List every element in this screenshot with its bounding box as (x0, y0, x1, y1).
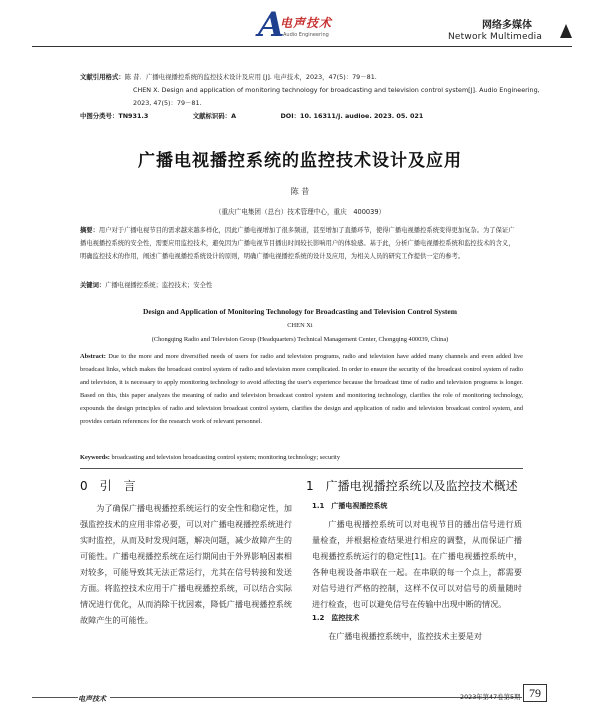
subsection-heading-1-2: 1.2 监控技术 (312, 614, 360, 622)
abstract-en (80, 350, 523, 428)
keywords-cn (80, 279, 520, 292)
intro-paragraph: 为了确保广播电视播控系统运行的安全性和稳定性，加强监控技术的应用非常必要，可以对广播电视播控系统进行实时监控，从而及时发现问题，解决问题，减少故障产生的可能性。广播电视播控系统在运行期间由于外界影响因素相对较多，可能导致其无法正常运行，尤其在信号转接和发送方面。将监控技术应用于广播电视播控系统，可以结合实际情况进行优化，从而消除干扰因素，降低广播电视播控系统故障产生的可能性。 (80, 503, 292, 625)
citation-label: 文献引用格式： (80, 73, 125, 81)
keywords-label-cn: 关键词： (80, 282, 106, 289)
journal-logo-mark: A (258, 5, 285, 45)
section-heading-1: 1 广播电视播控系统以及监控技术概述 (306, 479, 518, 493)
footer-issue: 2023年第47卷第5期 (460, 693, 521, 701)
citation-line-1 (80, 71, 377, 84)
abstract-label-cn: 摘要： (80, 227, 99, 234)
affiliation-en: (Chongqing Radio and Television Group (Headquarters) Technical Management Center, Chongqing 400039, China) (151, 336, 449, 343)
paragraph-1-1: 广播电视播控系统可以对电视节目的播出信号进行质量检查，并根据检查结果进行相应的调整，从而保证广播电视播控系统运行的稳定性[1]。在广播电视播控系统中，各种电视设备串联在一起。在串联的每一个点上，都需要对信号进行严格的控制，这样不仅可以对信号的质量随时进行检查，也可以避免信号在传输中出现中断的情况。 (312, 519, 522, 609)
abstract-text-cn: 用户对于广播电视节目的需求越来越多样化，因此广播电视增加了很多频道，甚至增加了直播环节，使得广播电视播控系统变得更加复杂。为了保证广播电视播控系统的安全性，需要应用监控技术，避免因为广播电视节目播出时间较长影响用户的体验感。基于此，分析广播电视播控系统和监控技术的含义，明确监控技术的作用，阐述广播电视播控系统设计的原则，明确广播电视播控系统的设计及应用，为相关人员的研究工作提供一定的参考。 (80, 227, 515, 260)
citation-line-3: 2023, 47(5)：79－81. (133, 99, 202, 107)
subsection-heading-1-1: 1.1 广播电视播控系统 (312, 502, 388, 510)
section-heading-intro: 0 引 言 (80, 479, 136, 493)
author-en: CHEN Xi (287, 322, 313, 329)
footer-journal-name: 电声技术 (78, 694, 110, 704)
keywords-en (80, 451, 523, 464)
keywords-text-en: broadcasting and television broadcasting control system; monitoring technology; security (111, 454, 341, 461)
journal-logo-text: 电声技术 (280, 16, 333, 30)
keywords-label-en: Keywords: (80, 454, 110, 461)
classification-row (80, 110, 423, 123)
section-name-en: Network Multimedia (448, 32, 543, 42)
paragraph-1-2: 在广播电视播控系统中，监控技术主要是对 (328, 631, 482, 641)
class-value: TN931.3 (118, 112, 149, 120)
page-number: 79 (523, 684, 547, 702)
section-triangle-icon (560, 24, 572, 38)
class-label: 中图分类号： (80, 112, 119, 120)
abstract-cn (80, 224, 520, 263)
citation-text-cn: 陈 昔．广播电视播控系统的监控技术设计及应用 [J]. 电声技术，2023，47(5)：79－81. (124, 73, 377, 81)
doc-code-value: A (231, 112, 237, 120)
keywords-text-cn: 广播电视播控系统；监控技术；安全性 (105, 282, 213, 289)
affiliation-cn: （重庆广电集团（总台）技术管理中心，重庆 400039） (214, 208, 386, 216)
paper-title-cn: 广播电视播控系统的监控技术设计及应用 (138, 151, 462, 171)
doi-label: DOI： (280, 112, 301, 120)
doc-code-label: 文献标识码： (192, 112, 232, 120)
author-cn: 陈 昔 (290, 187, 310, 196)
doi-value: 10. 16311/j. audioe. 2023. 05. 021 (300, 112, 424, 120)
paper-title-en: Design and Application of Monitoring Technology for Broadcasting and Television Control System (142, 307, 457, 316)
citation-line-2: CHEN X. Design and application of monitoring technology for broadcasting and television control system[J]. Audio Engineering, (133, 86, 540, 94)
abstract-text-en: Due to the more and more diversified needs of users for radio and television programs, radio and television have added many channels and even added live broadcast links, which makes the broadcast control system of radio and television more complicated. In order to ensure the security of the broadcast control system of radio and television, it is necessary to apply monitoring technology to avoid affecting the user's experience because the broadcast time of radio and television programs is longer. Based on this, this paper analyzes the meaning of radio and television broadcast control system and monitoring technology, clarifies the role of monitoring technology, expounds the design principles of radio and television broadcast control system, clarifies the design and application of radio and television broadcast control system, and provides certain references for the research work of relevant personnel. (80, 353, 523, 425)
section-name-cn: 网络多媒体 (482, 20, 532, 31)
header-rule (32, 46, 572, 47)
abstract-label-en: Abstract: (80, 353, 106, 360)
journal-logo-subtitle: Audio Engineering (283, 32, 329, 38)
abstract-separator (80, 468, 523, 469)
